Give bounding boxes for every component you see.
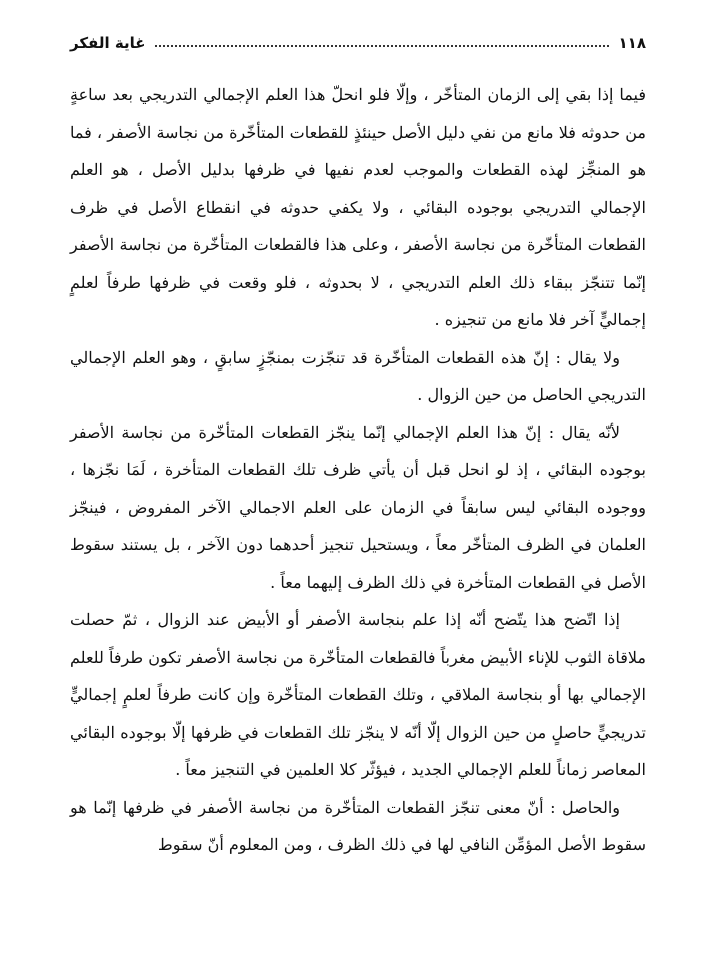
- paragraph: والحاصل : أنّ معنى تنجّز القطعات المتأخّرة من نجاسة الأصفر في ظرفها إنّما هو سقوط الأصل المؤمِّن النافي لها في ذلك الظرف ، ومن المعلوم أنّ سقوط: [70, 797, 646, 854]
- body-text: [70, 76, 646, 864]
- running-header: [70, 30, 646, 56]
- paragraph: إذا اتّضح هذا يتّضح أنّه إذا علم بنجاسة الأصفر أو الأبيض عند الزوال ، ثمّ حصلت ملاقاة الثوب للإناء الأبيض مغرباً فالقطعات المتأخّرة من نجاسة الأصفر تكون طرفاً للعلم الإجمالي بها أو بنجاسة الملاقي ، وتلك القطعات المتأخّرة وإن كانت طرفاً لعلمٍ إجماليٍّ تدريجيٍّ حاصلٍ من حين الزوال إلّا أنّه لا ينجّز تلك القطعات في ظرفها إلّا بوجوده البقائي المعاصر زماناً للعلم الإجمالي الجديد ، فيؤثّر كلا العلمين في التنجيز معاً .: [70, 610, 646, 779]
- book-title: غاية الفكر: [70, 34, 146, 52]
- paragraph: ولا يقال : إنّ هذه القطعات المتأخّرة قد تنجّزت بمنجّزٍ سابقٍ ، وهو العلم الإجمالي التدريجي الحاصل من حين الزوال .: [70, 347, 646, 404]
- header-dot-leader: [155, 45, 608, 47]
- page-number: ١١٨: [618, 34, 646, 52]
- paragraph: فيما إذا بقي إلى الزمان المتأخّر ، وإلّا فلو انحلّ هذا العلم الإجمالي التدريجي بعد ساعةٍ من حدوثه فلا مانع من نفي دليل الأصل حينئذٍ للقطعات المتأخّرة من نجاسة الأصفر ، فما هو المنجِّز لهذه القطعات والموجب لعدم نفيها في ظرفها بدليل الأصل ، هو العلم الإجمالي التدريجي بوجوده البقائي ، ولا يكفي حدوثه في انقطاع الأصل في ظرف القطعات المتأخّرة من نجاسة الأصفر ، وعلى هذا فالقطعات المتأخّرة من نجاسة الأصفر إنّما تتنجّز ببقاء ذلك العلم التدريجي ، لا بحدوثه ، فلو وقعت في ظرفها طرفاً لعلمٍ إجماليٍّ آخر فلا مانع من تنجيزه .: [70, 85, 646, 329]
- paragraph: لأنّه يقال : إنّ هذا العلم الإجمالي إنّما ينجّز القطعات المتأخّرة من نجاسة الأصفر بوجوده البقائي ، إذ لو انحل قبل أن يأتي ظرف تلك القطعات المتأخرة ، لَمَا نجّزها ، ووجوده البقائي ليس سابقاً في الزمان على العلم الاجمالي الآخر المفروض ، فينجّز العلمان في الظرف المتأخّر معاً ، ويستحيل تنجيز أحدهما دون الآخر ، بل يستند سقوط الأصل في القطعات المتأخرة في ذلك الظرف إليهما معاً .: [70, 422, 646, 592]
